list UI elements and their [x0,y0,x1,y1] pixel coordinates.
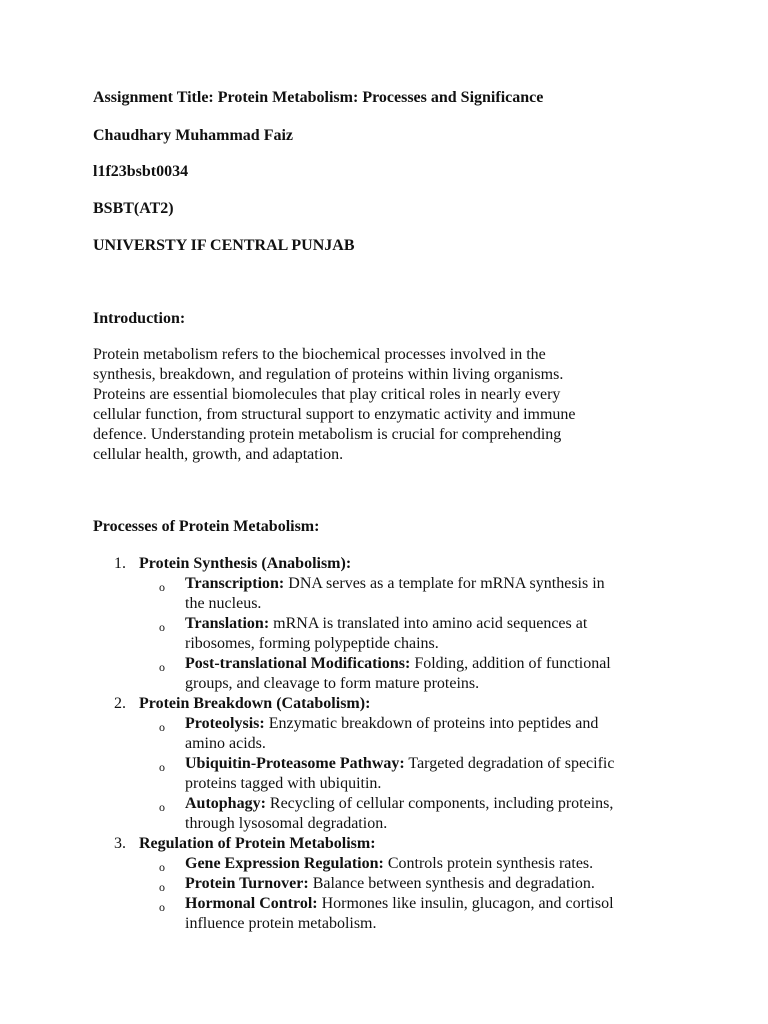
introduction-line: synthesis, breakdown, and regulation of proteins within living organisms. [93,366,564,383]
process-number: 3. [114,835,126,852]
sub-text: DNA serves as a template for mRNA synthesis in [284,575,605,592]
sub-text: through lysosomal degradation. [185,815,388,832]
sub-text: Balance between synthesis and degradation. [308,875,595,892]
sub-text: Recycling of cellular components, including proteins, [265,795,614,812]
sub-item [139,874,733,894]
introduction-line: defence. Understanding protein metabolism is crucial for comprehending [93,426,562,443]
introduction-heading: Introduction: [93,310,186,327]
bullet-icon: o [159,860,165,874]
sub-term: Autophagy: [185,795,266,812]
sub-text: Folding, addition of functional [410,655,611,672]
sub-item [139,894,733,934]
sub-item [139,654,733,694]
bullet-icon: o [159,620,165,634]
sub-text: mRNA is translated into amino acid sequences at [269,615,588,632]
sub-term: Post-translational Modifications: [185,655,411,672]
process-sublist [139,574,733,694]
introduction-line: Protein metabolism refers to the biochemical processes involved in the [93,346,546,363]
introduction-line: cellular health, growth, and adaptation. [93,446,344,463]
processes-list [93,554,733,934]
program-name: BSBT(AT2) [93,200,174,217]
process-item [93,694,733,834]
bullet-icon: o [159,800,165,814]
sub-text: groups, and cleavage to form mature proteins. [185,675,480,692]
process-sublist [139,714,733,834]
sub-term: Gene Expression Regulation: [185,855,384,872]
bullet-icon: o [159,880,165,894]
sub-term: Transcription: [185,575,285,592]
process-number: 1. [114,555,126,572]
sub-text: the nucleus. [185,595,262,612]
roll-number: l1f23bsbt0034 [93,163,189,180]
sub-text: Controls protein synthesis rates. [383,855,594,872]
author-name: Chaudhary Muhammad Faiz [93,127,294,144]
bullet-icon: o [159,720,165,734]
introduction-line: cellular function, from structural support to enzymatic activity and immune [93,406,576,423]
bullet-icon: o [159,760,165,774]
sub-term: Hormonal Control: [185,895,318,912]
sub-text: ribosomes, forming polypeptide chains. [185,635,439,652]
process-title: Regulation of Protein Metabolism: [139,835,376,852]
sub-text: Targeted degradation of specific [404,755,615,772]
sub-item [139,714,733,754]
bullet-icon: o [159,660,165,674]
assignment-title: Assignment Title: Protein Metabolism: Processes and Significance [93,89,544,106]
sub-item [139,854,733,874]
sub-term: Ubiquitin-Proteasome Pathway: [185,755,405,772]
sub-term: Translation: [185,615,270,632]
process-item [93,554,733,694]
sub-text: influence protein metabolism. [185,915,377,932]
process-item [93,834,733,934]
sub-term: Protein Turnover: [185,875,309,892]
sub-text: Enzymatic breakdown of proteins into peptides and [264,715,599,732]
introduction-line: Proteins are essential biomolecules that play critical roles in nearly every [93,386,561,403]
sub-text: Hormones like insulin, glucagon, and cortisol [317,895,614,912]
processes-heading: Processes of Protein Metabolism: [93,518,320,535]
sub-item [139,614,733,654]
sub-text: amino acids. [185,735,266,752]
sub-term: Proteolysis: [185,715,265,732]
sub-text: proteins tagged with ubiquitin. [185,775,382,792]
bullet-icon: o [159,580,165,594]
sub-item [139,574,733,614]
introduction-paragraph [93,345,728,465]
sub-item [139,754,733,794]
sub-item [139,794,733,834]
university-name: UNIVERSTY IF CENTRAL PUNJAB [93,237,355,254]
process-sublist [139,854,733,934]
process-title: Protein Breakdown (Catabolism): [139,695,371,712]
process-title: Protein Synthesis (Anabolism): [139,555,352,572]
bullet-icon: o [159,900,165,914]
process-number: 2. [114,695,126,712]
